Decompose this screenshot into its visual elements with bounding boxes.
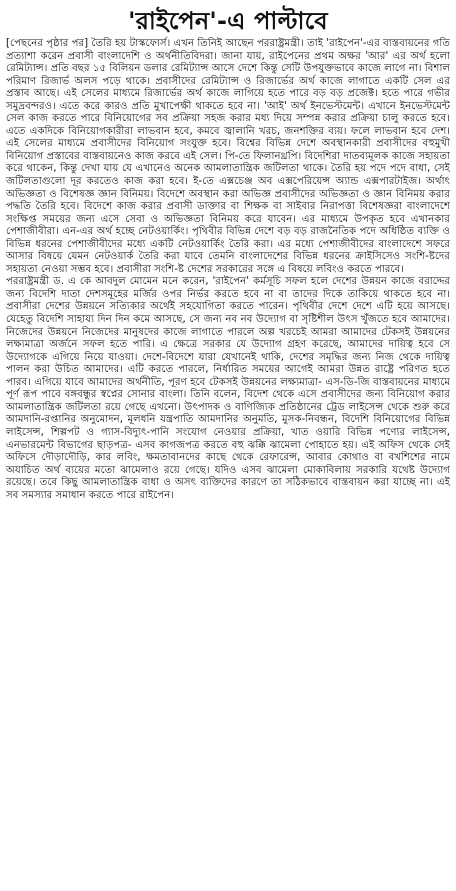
article-headline: 'রাইপেন'-এ পাল্টাবে	[128, 7, 328, 35]
article-paragraph-2: পররাষ্ট্রমন্ত্রী ড. এ কে আবদুল মোমেন মনে করেন, 'রাইপেন' কর্মসূচি সফল হলে দেশের উন্নয়ন কাজে বরাদ্দের জন্য বিদেশি দাতা দেশসমূহের মর্জির ওপর নির্ভর করতে হবে না বা তাদের দিকে তাকিয়ে থাকতে হবে না। প্রবাসীরা দেশের উন্নয়নে সত্যিকার অর্থেই সহযোগিতা করতে পারেন। পৃথিবীর দেশে দেশে এটি হয়ে আসছে। যেহেতু বিদেশি সাহায্য দিন দিন কমে আসছে, সে জন্য নব নব উদ্যোগ বা সৃষ্টিশীল উৎস খুঁজতে হবে আমাদের। নিজেদের উন্নয়নে নিজেদের মানুষদের কাজে লাগাতে পারলে অল্প খরচেই আমরা আমাদের টেকসই উন্নয়নের লক্ষ্যমাত্রা অর্জনে সফল হতে পারি। এ ক্ষেত্রে সরকার যে উদ্যোগ গ্রহণ করেছে, আমাদের দায়িত্ব হবে সে উদ্যোগকে এগিয়ে নিয়ে যাওয়া। দেশে-বিদেশে যারা যেখানেই থাকি, দেশের সমৃদ্ধির জন্য নিজ থেকে দায়িত্ব পালন করা উচিত আমাদের। এটি করতে পারলে, নির্ধারিত সময়ের আগেই আমরা উন্নত রাষ্ট্রে পরিণত হতে পারব। এগিয়ে যাবে আমাদের অর্থনীতি, পূরণ হবে টেকসই উন্নয়নের লক্ষ্যমাত্রা- এস-ডি-জি বাস্তবায়নের মাধ্যমে পূর্ণ রূপ পাবে বঙ্গবন্ধুর স্বপ্নের সোনার বাংলা। তিনি বলেন, বিদেশ থেকে এসে প্রবাসীদের জন্য বিনিয়োগ করার আমলাতান্ত্রিক জটিলতা রয়ে গেছে এখনো। উৎপাদক ও বাণিজ্যিক প্রতিষ্ঠানের ট্রেড লাইসেন্স থেকে শুরু করে আমদানি-রপ্তানির অনুমোদন, মূলধনি যন্ত্রপাতি আমদানির অনুমতি, মুসক-নিবন্ধন, বিদেশি বিনিয়োগের বিভিন্ন লাইসেন্স, শিল্পপট ও গ্যাস-বিদ্যুৎ-পানি সংযোগ নেওয়ার প্রক্রিয়া, খাত ওয়ারি বিভিন্ন পণ্যের লাইসেন্স, এনভারমেন্ট বিভাগের ছাড়পত্র- এসব কাগজপত্র করতে বহু ঝক্কি ঝামেলা পোহাতে হয়। এই অফিস থেকে সেই অফিসে দৌড়াদৌড়ি, কার লবিং, ক্ষমতাবানদের কাছে থেকে রেফারেন্স, আবার কোথাও বা বখশিশের নামে অযাচিত অর্থ ব্যয়ের মতো ঝামেলাও রয়ে গেছে। যদিও এসব ঝামেলা মোকাবিলায় সরকারি যথেষ্ট উদ্যোগ রয়েছে। তবে কিছু আমলাতান্ত্রিক বাধা ও অসৎ ব্যক্তিদের কারণে তা সঠিকভাবে বাস্তবায়ন করা যাচ্ছে না। এই সব সমস্যার সমাধান করতে পারে রাইপেন।	[6, 276, 450, 501]
article-paragraph-1: [পেছনের পৃষ্ঠার পর] তৈরি হয় টাস্কফোর্স। এখন তিনিই আছেন পররাষ্ট্রমন্ত্রী। তাই 'রাইপেন'-এর বাস্তবায়নের গতি প্রত্যাশা করেন প্রবাসী বাংলাদেশি ও অর্থনীতিবিদরা। জানা যায়, রাইপেনের প্রথম অক্ষর 'আর' এর অর্থ হলো রেমিট্যান্স। প্রতি বছর ১৫ বিলিয়ন ডলার রেমিট্যান্স আসে দেশে কিন্তু সেটি উপযুক্তভাবে কাজে লাগে না। বিশাল পরিমাণ রিজার্ভ অলস পড়ে থাকে। প্রবাসীদের রেমিট্যান্স ও রিজার্ভের অর্থ কাজে লাগাতে একটি সেল এর প্রস্তাব আছে। এই সেলের মাধ্যমে রিজার্ভের অর্থ কাজে লাগিয়ে হতে পারে বড় বড় প্রজেক্ট। হতে পারে গভীর সমুদ্রবন্দরও। এতে করে কারও প্রতি মুখাপেক্ষী থাকতে হবে না। 'আই' অর্থ ইনভেস্টমেন্ট। এখানে ইনভেস্টমেন্ট সেল কাজ করতে পারে বিনিয়োগের সব প্রক্রিয়া সহজ করার মধ্য দিয়ে সম্পন্ন করার প্রক্রিয়া চালু করতে হবে। এতে একদিকে বিনিয়োগকারীরা লাভবান হবে, কমবে জ্বালানি খরচ, জনশক্তির ব্যয়। ফলে লাভবান হবে দেশ। এই সেলের মাধ্যমে প্রবাসীদের বিনিয়োগ সংযুক্ত হবে। বিশ্বের বিভিন্ন দেশে অবস্থানকারী প্রবাসীদের বহুমুখী বিনিয়োগ প্রস্তাবের বাস্তবায়নেও কাজ করবে এই সেল। পি-তে ফিলানথ্রপি। বিদেশিরা দাতব্যমূলক কাজে সহায়তা করে থাকেন, কিন্তু দেখা যায় যে এখানেও অনেক আমলাতান্ত্রিক জটিলতা থাকে। তৈরি হয় পদে পদে বাধা, সেই জটিলতাগুলো দূর করতেও কাজ করা হবে। ই-তে এক্সচেঞ্জ অব এক্সপেরিয়েন্স অ্যান্ড এক্সপারটাইজ। অর্থাৎ অভিজ্ঞতা ও বিশেষজ্ঞ জ্ঞান বিনিময়। বিদেশে অবস্থান করা অভিজ্ঞ প্রবাসীদের অভিজ্ঞতা ও জ্ঞান বিনিময় করার পদ্ধতি তৈরি হবে। বিদেশে কাজ করার প্রবাসী ডাক্তার বা শিক্ষক বা সাইবার নিরাপত্তা বিশেষজ্ঞরা বাংলাদেশে সংক্ষিপ্ত সময়ের জন্য এসে সেবা ও অভিজ্ঞতা বিনিময় করে যাবেন। এর মাধ্যমে উপকৃত হবে এখানকার পেশাজীবীরা। এন-এর অর্থ হচ্ছে নেটওয়ার্কিং। পৃথিবীর বিভিন্ন দেশে বড় বড় রাজনৈতিক পদে অধিষ্ঠিত ব্যক্তি ও বিভিন্ন ধরনের পেশাজীবীদের মধ্যে একটি নেটওয়ার্কিং তৈরি করা। এর মধ্যে পেশাজীবীদের বাংলাদেশে সফরে আসার বিষয়ে যেমন নেটওয়ার্ক তৈরি করা যাবে তেমনি বাংলাদেশের বিভিন্ন ধরনের ক্রাইসিসেও সংশি-ষ্টদের সহায়তা নেওয়া সম্ভব হবে। প্রবাসীরা সংশি-ষ্ট দেশের সরকারের সঙ্গে এ বিষয়ে লবিংও করতে পারবে।	[6, 38, 450, 275]
article-body	[6, 38, 450, 502]
